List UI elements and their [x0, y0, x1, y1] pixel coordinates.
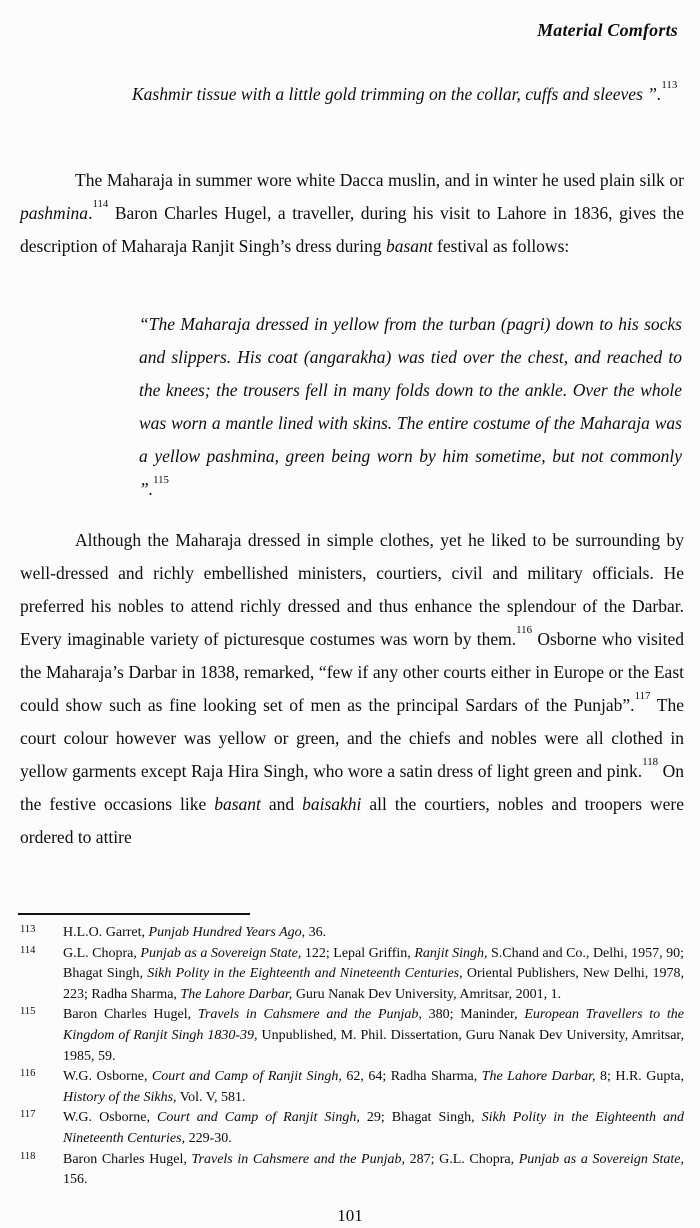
block-quote-kashmir-tissue: Kashmir tissue with a little gold trimming on the collar, cuffs and sleeves ”.$^{113}$: [132, 78, 678, 104]
footnote-number: 114: [20, 944, 36, 956]
paragraph-maharaja-summer-dress: The Maharaja in summer wore white Dacca muslin, and in winter he used plain silk or pashmina.$^{114}$ Baron Charles Hugel, a traveller, during his visit to Lahore in 1836, gives the description of Maharaja Ranjit Singh’s dress during basant festival as follows:: [20, 170, 684, 256]
footnote-113: [20, 923, 684, 944]
footnote-118: [20, 1150, 684, 1191]
footnote-text: W.G. Osborne, Court and Camp of Ranjit Singh, 62, 64; Radha Sharma, The Lahore Darbar, 8; H.R. Gupta, History of the Sikhs, Vol. V, 581.: [63, 1069, 684, 1105]
footnote-number: 117: [20, 1109, 36, 1121]
footnote-117: [20, 1108, 684, 1149]
footnote-text: Baron Charles Hugel, Travels in Cahsmere and the Punjab, 380; Maninder, European Travellers to the Kingdom of Ranjit Singh 1830-39, Unpublished, M. Phil. Dissertation, Guru Nanak Dev University, Amritsar, 1985, 59.: [63, 1007, 685, 1064]
footnotes-section: [20, 923, 684, 1191]
footnote-116: [20, 1067, 684, 1108]
footnote-text: W.G. Osborne, Court and Camp of Ranjit Singh, 29; Bhagat Singh, Sikh Polity in the Eighteenth and Nineteenth Centuries, 229-30.: [63, 1110, 684, 1146]
footnote-text: H.L.O. Garret, Punjab Hundred Years Ago, 36.: [63, 925, 327, 940]
footnote-separator: [18, 913, 250, 915]
footnote-114: [20, 944, 684, 1006]
footnote-number: 113: [20, 924, 36, 935]
footnote-number: 115: [20, 1006, 36, 1018]
paragraph-darbar-costumes: Although the Maharaja dressed in simple clothes, yet he liked to be surrounding by well-dressed and richly embellished ministers, courtiers, civil and military officials. He preferred his nobles to attend richly dressed and thus enhance the splendour of the Darbar. Every imaginable variety of picturesque costumes was worn by them.$^{116}$ Osborne who visited the Maharaja’s Darbar in 1838, remarked, “few if any other courts either in Europe or the East could show such as fine looking set of men as the principal Sardars of the Punjab”.$^{117}$ The court colour however was yellow or green, and the chiefs and nobles were all clothed in yellow garments except Raja Hira Singh, who wore a satin dress of light green and pink.$^{118}$ On the festive occasions like basant and baisakhi all the courtiers, nobles and troopers were ordered to attire: [20, 530, 684, 847]
block-quote-hugel-description: “The Maharaja dressed in yellow from the turban (pagri) down to his socks and slippers. His coat (angarakha) was tied over the chest, and reached to the knees; the trousers fell in many folds down to the ankle. Over the whole was worn a mantle lined with skins. The entire costume of the Maharaja was a yellow pashmina, green being worn by him sometime, but not commonly ”.$^{115}$: [139, 314, 682, 499]
running-header: Material Comforts: [537, 20, 678, 40]
page-number: 101: [337, 1206, 363, 1225]
footnote-text: G.L. Chopra, Punjab as a Sovereign State, 122; Lepal Griffin, Ranjit Singh, S.Chand and Co., Delhi, 1957, 90; Bhagat Singh, Sikh Polity in the Eighteenth and Nineteenth Centuries, Oriental Publishers, New Delhi, 1978, 223; Radha Sharma, The Lahore Darbar, Guru Nanak Dev University, Amritsar, 2001, 1.: [63, 945, 684, 1002]
footnote-115: [20, 1005, 684, 1067]
footnote-text: Baron Charles Hugel, Travels in Cahsmere and the Punjab, 287; G.L. Chopra, Punjab as a Sovereign State, 156.: [63, 1151, 685, 1188]
footnote-number: 116: [20, 1068, 36, 1080]
footnote-number: 118: [20, 1150, 36, 1162]
